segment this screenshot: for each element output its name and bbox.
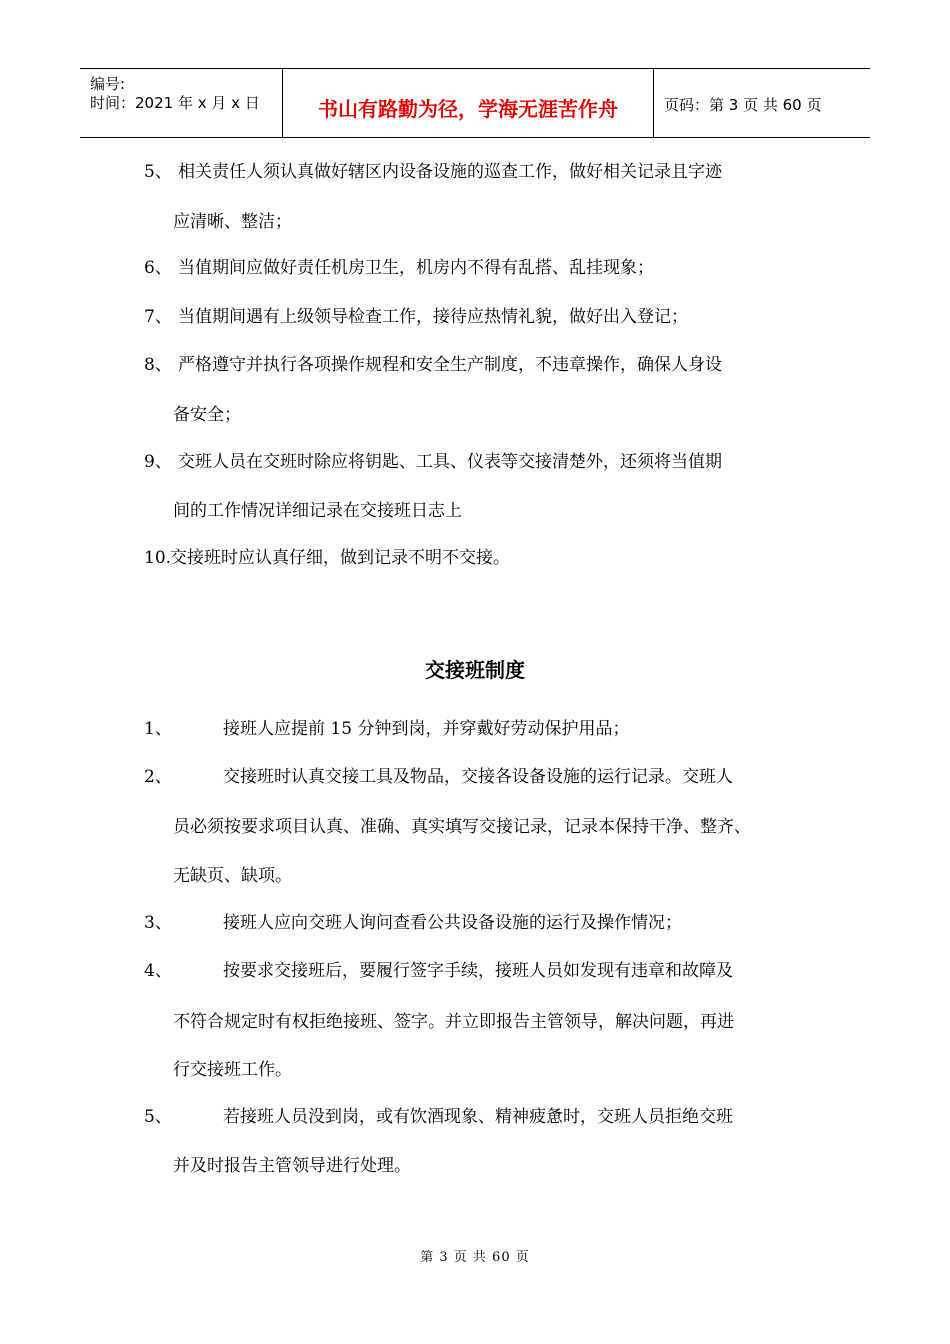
page-header bbox=[80, 68, 870, 138]
list-item-number: 3、 bbox=[144, 913, 172, 933]
list-item-text: 交班人员在交班时除应将钥匙、工具、仪表等交接清楚外，还须将当值期 bbox=[178, 452, 722, 472]
list-item-text: 并及时报告主管领导进行处理。 bbox=[173, 1156, 411, 1176]
list-item-text: 交接班时应认真仔细，做到记录不明不交接。 bbox=[170, 548, 510, 568]
list-item-text: 接班人应向交班人询问查看公共设备设施的运行及操作情况； bbox=[223, 913, 682, 933]
header-motto-cell bbox=[283, 69, 654, 137]
list-item-number: 4、 bbox=[144, 961, 172, 981]
header-page-info: 页码：第 3 页 共 60 页 bbox=[664, 96, 822, 114]
header-motto: 书山有路勤为径，学海无涯苦作舟 bbox=[318, 97, 618, 121]
list-item-text: 应清晰、整洁； bbox=[173, 212, 292, 232]
list-item-text: 无缺页、缺项。 bbox=[173, 866, 292, 886]
list-item-text: 相关责任人须认真做好辖区内设备设施的巡查工作，做好相关记录且字迹 bbox=[178, 162, 722, 182]
list-item-number: 5、 bbox=[144, 162, 172, 182]
list-item-text: 交接班时认真交接工具及物品，交接各设备设施的运行记录。交班人 bbox=[223, 767, 733, 787]
list-item-text: 不符合规定时有权拒绝接班、签字。并立即报告主管领导，解决问题，再进 bbox=[173, 1012, 734, 1032]
list-item-number: 5、 bbox=[144, 1107, 172, 1127]
list-item-text: 备安全； bbox=[173, 405, 241, 425]
header-meta bbox=[80, 69, 283, 137]
list-item-number: 9、 bbox=[144, 452, 172, 472]
list-item-number: 8、 bbox=[144, 355, 172, 375]
list-item-text: 间的工作情况详细记录在交接班日志上 bbox=[173, 501, 462, 521]
list-item-number: 7、 bbox=[144, 307, 172, 327]
list-item-text: 按要求交接班后，要履行签字手续，接班人员如发现有违章和故障及 bbox=[223, 961, 733, 981]
list-item-number: 6、 bbox=[144, 258, 172, 278]
list-item-text: 当值期间应做好责任机房卫生，机房内不得有乱搭、乱挂现象； bbox=[178, 258, 654, 278]
list-item-text: 若接班人员没到岗，或有饮酒现象、精神疲惫时，交班人员拒绝交班 bbox=[223, 1107, 733, 1127]
list-item-text: 严格遵守并执行各项操作规程和安全生产制度，不违章操作，确保人身设 bbox=[178, 355, 722, 375]
list-item-number: 1、 bbox=[144, 719, 172, 739]
page-footer: 第 3 页 共 60 页 bbox=[420, 1250, 530, 1265]
list-item-number: 10. bbox=[144, 548, 172, 568]
header-page-cell bbox=[654, 69, 870, 137]
list-item-text: 行交接班工作。 bbox=[173, 1060, 292, 1080]
number-label: 编号: bbox=[90, 75, 126, 93]
list-item-text: 当值期间遇有上级领导检查工作，接待应热情礼貌，做好出入登记； bbox=[178, 307, 688, 327]
section-title: 交接班制度 bbox=[425, 658, 525, 682]
time-label: 时间：2021 年 x 月 x 日 bbox=[90, 94, 260, 112]
list-item-text: 员必须按要求项目认真、准确、真实填写交接记录，记录本保持干净、整齐、 bbox=[173, 817, 751, 837]
list-item-text: 接班人应提前 15 分钟到岗，并穿戴好劳动保护用品； bbox=[223, 719, 630, 739]
list-item-number: 2、 bbox=[144, 767, 172, 787]
